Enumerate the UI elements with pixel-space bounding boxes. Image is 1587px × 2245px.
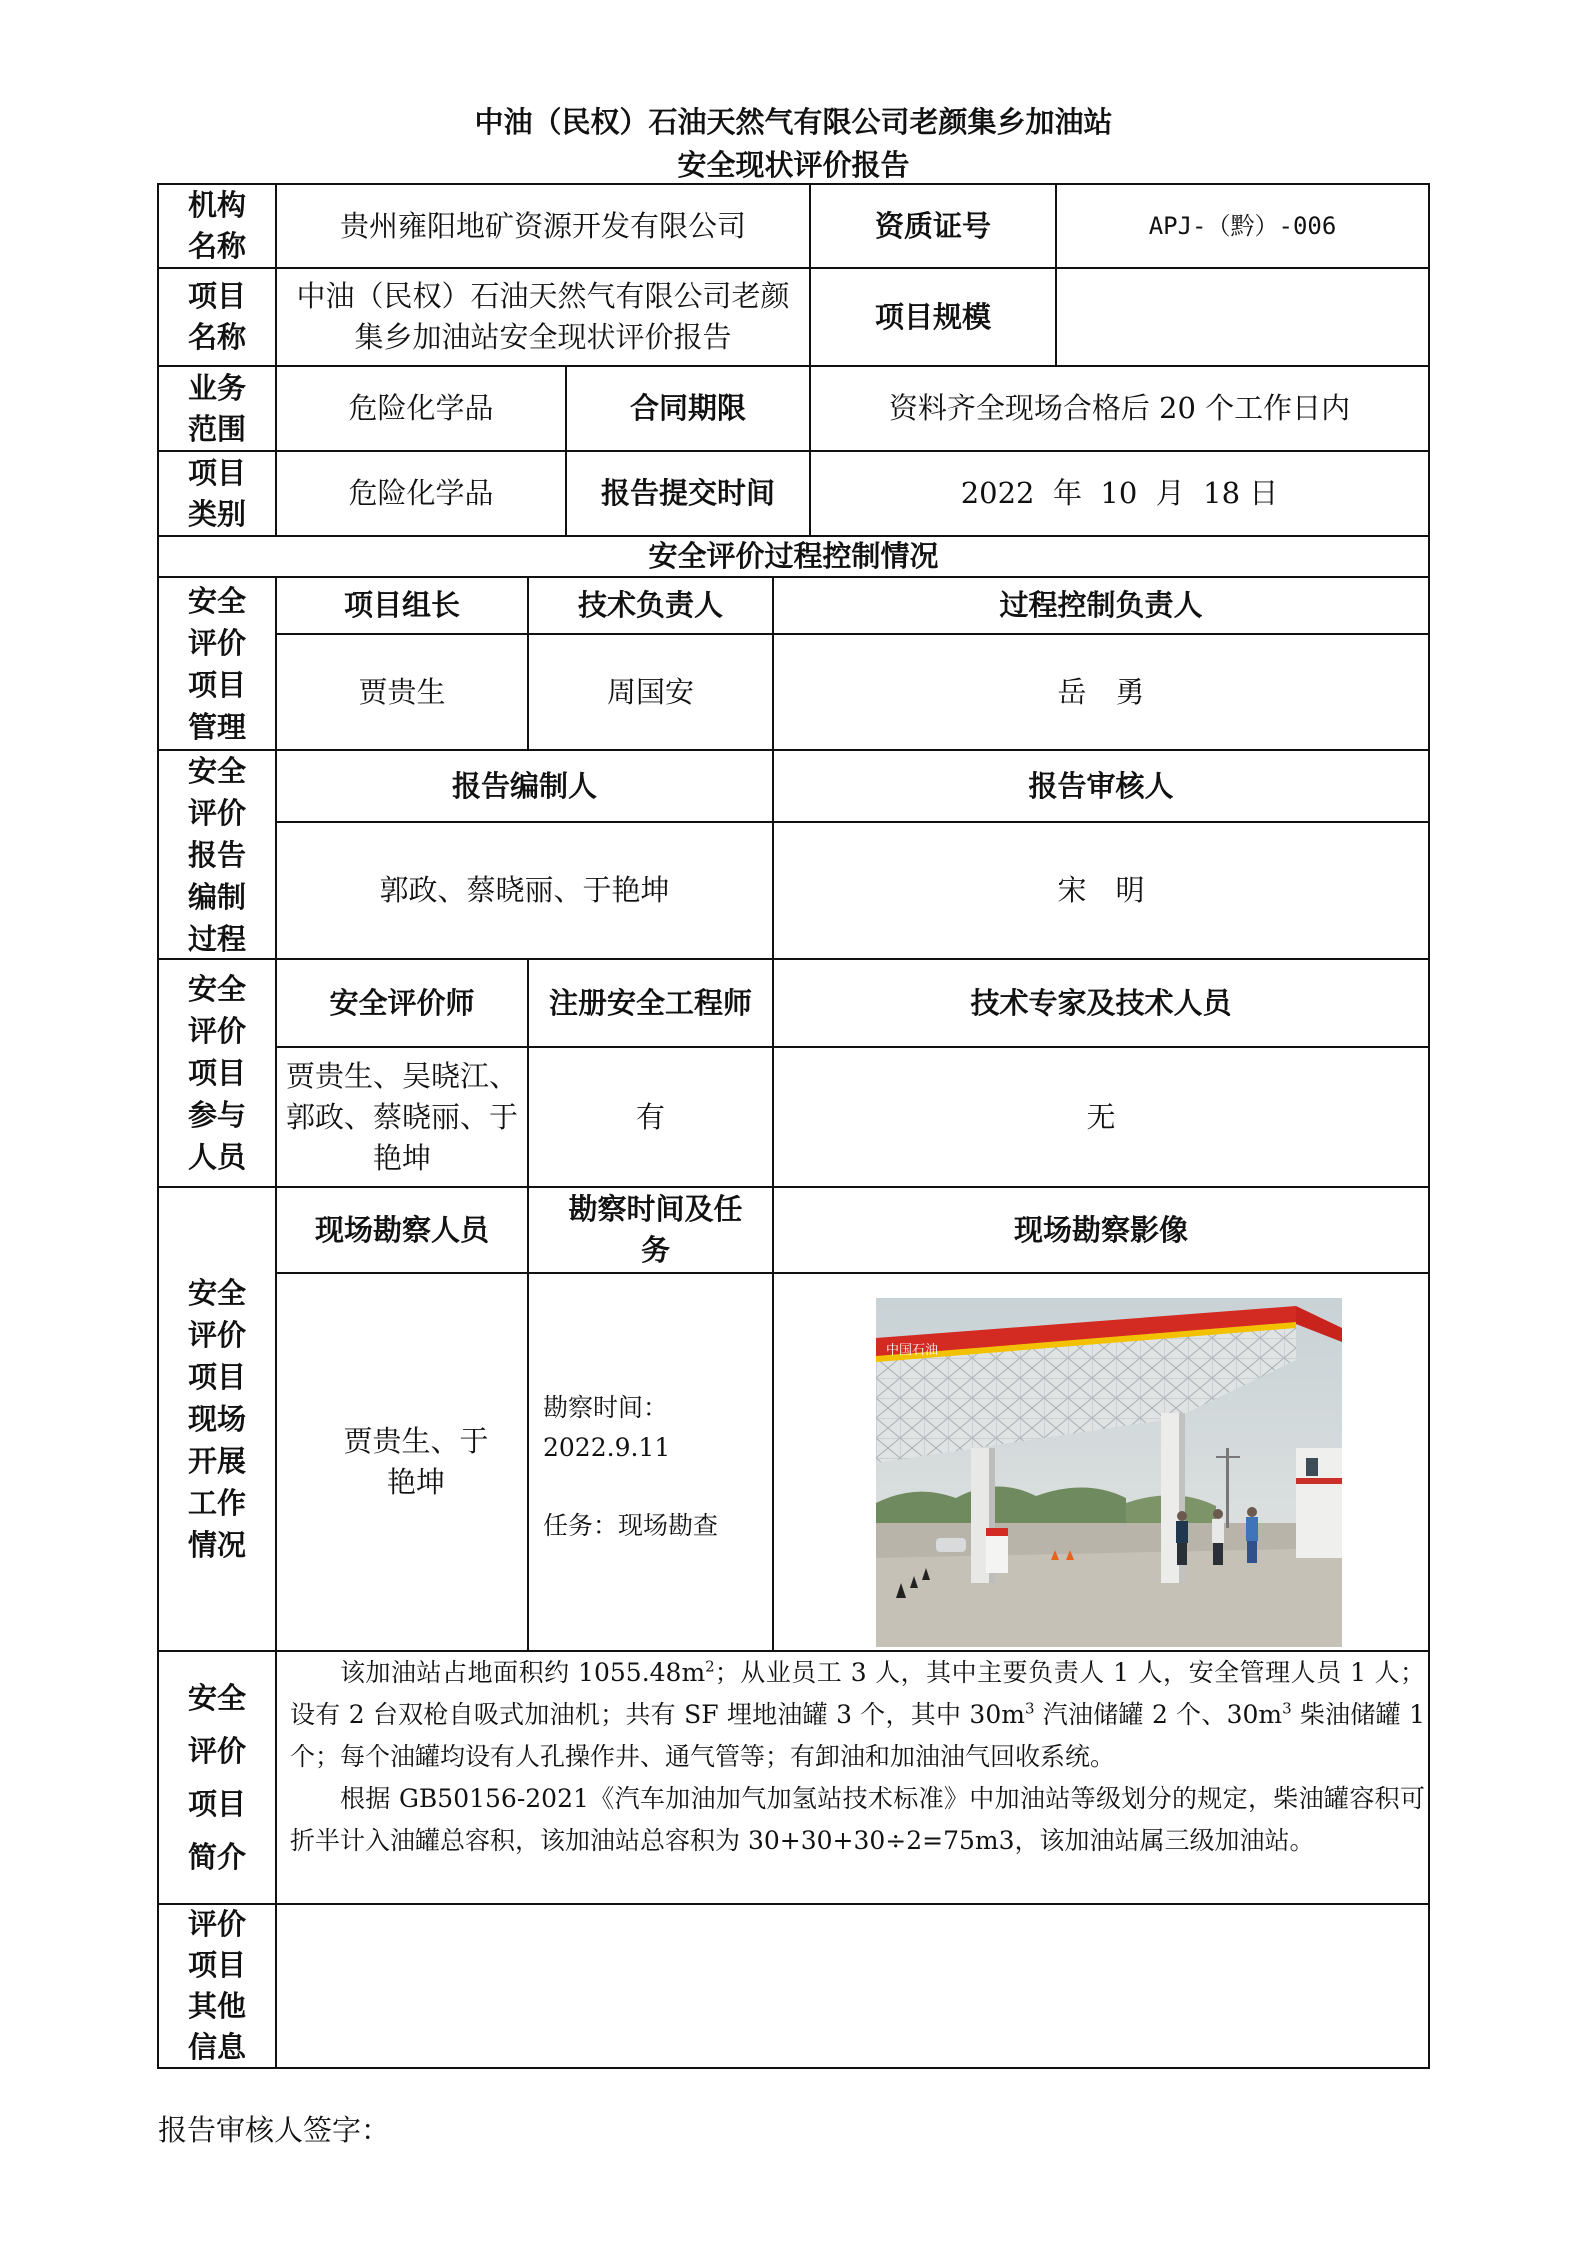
compiler-header: 报告编制人 xyxy=(451,768,597,803)
category-label: 项目类别 xyxy=(187,455,246,531)
report-title-line1: 中油（民权）石油天然气有限公司老颜集乡加油站 xyxy=(474,105,1113,139)
compilation-label: 安全评价报告编制过程 xyxy=(187,753,246,956)
report-title-line2: 安全现状评价报告 xyxy=(677,148,910,182)
project-label: 项目名称 xyxy=(187,279,246,354)
reviewer-value: 宋 明 xyxy=(1057,873,1145,907)
project-value: 中油（民权）石油天然气有限公司老颜集乡加油站安全现状评价报告 xyxy=(296,279,790,354)
survey-task: 任务：现场勘查 xyxy=(543,1511,719,1540)
cert-label: 资质证号 xyxy=(874,208,991,243)
scale-value xyxy=(1056,268,1429,366)
surveyor-header: 现场勘察人员 xyxy=(314,1212,489,1247)
org-label: 机构名称 xyxy=(187,188,246,263)
survey-time-label: 勘察时间： xyxy=(543,1393,669,1422)
survey-image-header: 现场勘察影像 xyxy=(1013,1212,1188,1247)
process-control-header: 过程控制负责人 xyxy=(999,588,1203,622)
org-value: 贵州雍阳地矿资源开发有限公司 xyxy=(339,208,746,243)
other-info-label: 评价项目其他信息 xyxy=(187,1907,246,2064)
svg-text:中国石油: 中国石油 xyxy=(886,1343,939,1358)
contract-label: 合同期限 xyxy=(629,391,746,425)
process-control-value: 岳 勇 xyxy=(1057,674,1145,709)
experts-value: 无 xyxy=(1086,1099,1116,1134)
experts-header: 技术专家及技术人员 xyxy=(970,985,1232,1020)
intro-paragraph-1: 该加油站占地面积约 $1055.48m^2$；从业员工 3 人，其中主要负责人 1 人，安全管理人员 1 人；设有 2 台双枪自吸式加油机；共有 SF 埋地油罐 3 个，其中 $30m^3$ 汽油储罐 2 个、$30m^3$ 柴油储罐 1 个；每个油罐均设有人孔操作井、通气管等；有卸油和加油油气回收系统。 xyxy=(290,1657,1426,1771)
intro-label: 安全评价项目简介 xyxy=(187,1680,246,1874)
business-value: 危险化学品 xyxy=(348,391,494,425)
assessor-value: 贾贵生、吴晓江、郭政、蔡晓丽、于艳坤 xyxy=(286,1058,519,1175)
reviewer-signature-label: 报告审核人签字： xyxy=(158,2113,391,2147)
registered-engineer-header: 注册安全工程师 xyxy=(548,985,752,1020)
tech-lead-value: 周国安 xyxy=(606,674,694,709)
survey-time-block xyxy=(543,1388,718,1546)
category-value: 危险化学品 xyxy=(348,476,494,510)
submit-time-label: 报告提交时间 xyxy=(600,476,775,510)
reviewer-header: 报告审核人 xyxy=(1028,768,1174,803)
compiler-value: 郭政、蔡晓丽、于艳坤 xyxy=(379,873,670,907)
scale-label: 项目规模 xyxy=(874,299,991,334)
surveyor-value: 贾贵生、于艳坤 xyxy=(343,1424,489,1499)
other-info-value xyxy=(276,1904,1429,2068)
contract-value: 资料齐全现场合格后 20 个工作日内 xyxy=(888,391,1351,425)
team-leader-header: 项目组长 xyxy=(343,588,460,622)
survey-label: 安全评价项目现场开展工作情况 xyxy=(187,1276,246,1562)
tech-lead-header: 技术负责人 xyxy=(577,588,723,622)
survey-time-value: 2022.9.11 xyxy=(543,1433,671,1462)
management-label: 安全评价项目管理 xyxy=(187,583,246,744)
assessor-header: 安全评价师 xyxy=(329,985,475,1020)
submit-time-value: 2022 年 10 月 18 日 xyxy=(960,476,1279,510)
survey-time-header: 勘察时间及任务 xyxy=(568,1192,743,1267)
business-label: 业务范围 xyxy=(187,370,246,446)
intro-paragraph-2: 根据 GB50156-2021《汽车加油加气加氢站技术标准》中加油站等级划分的规定，柴油罐容积可折半计入油罐总容积，该加油站总容积为 30+30+30÷2=75m3，该加油站属三级加油站。 xyxy=(290,1784,1425,1855)
participants-label: 安全评价项目参与人员 xyxy=(187,972,246,1174)
cert-value: APJ-（黔）-006 xyxy=(1148,211,1337,240)
team-leader-value: 贾贵生 xyxy=(358,674,446,709)
intro-text xyxy=(290,1652,1425,1862)
registered-engineer-value: 有 xyxy=(635,1099,665,1134)
site-survey-photo xyxy=(876,1298,1342,1647)
section-title: 安全评价过程控制情况 xyxy=(648,539,939,573)
